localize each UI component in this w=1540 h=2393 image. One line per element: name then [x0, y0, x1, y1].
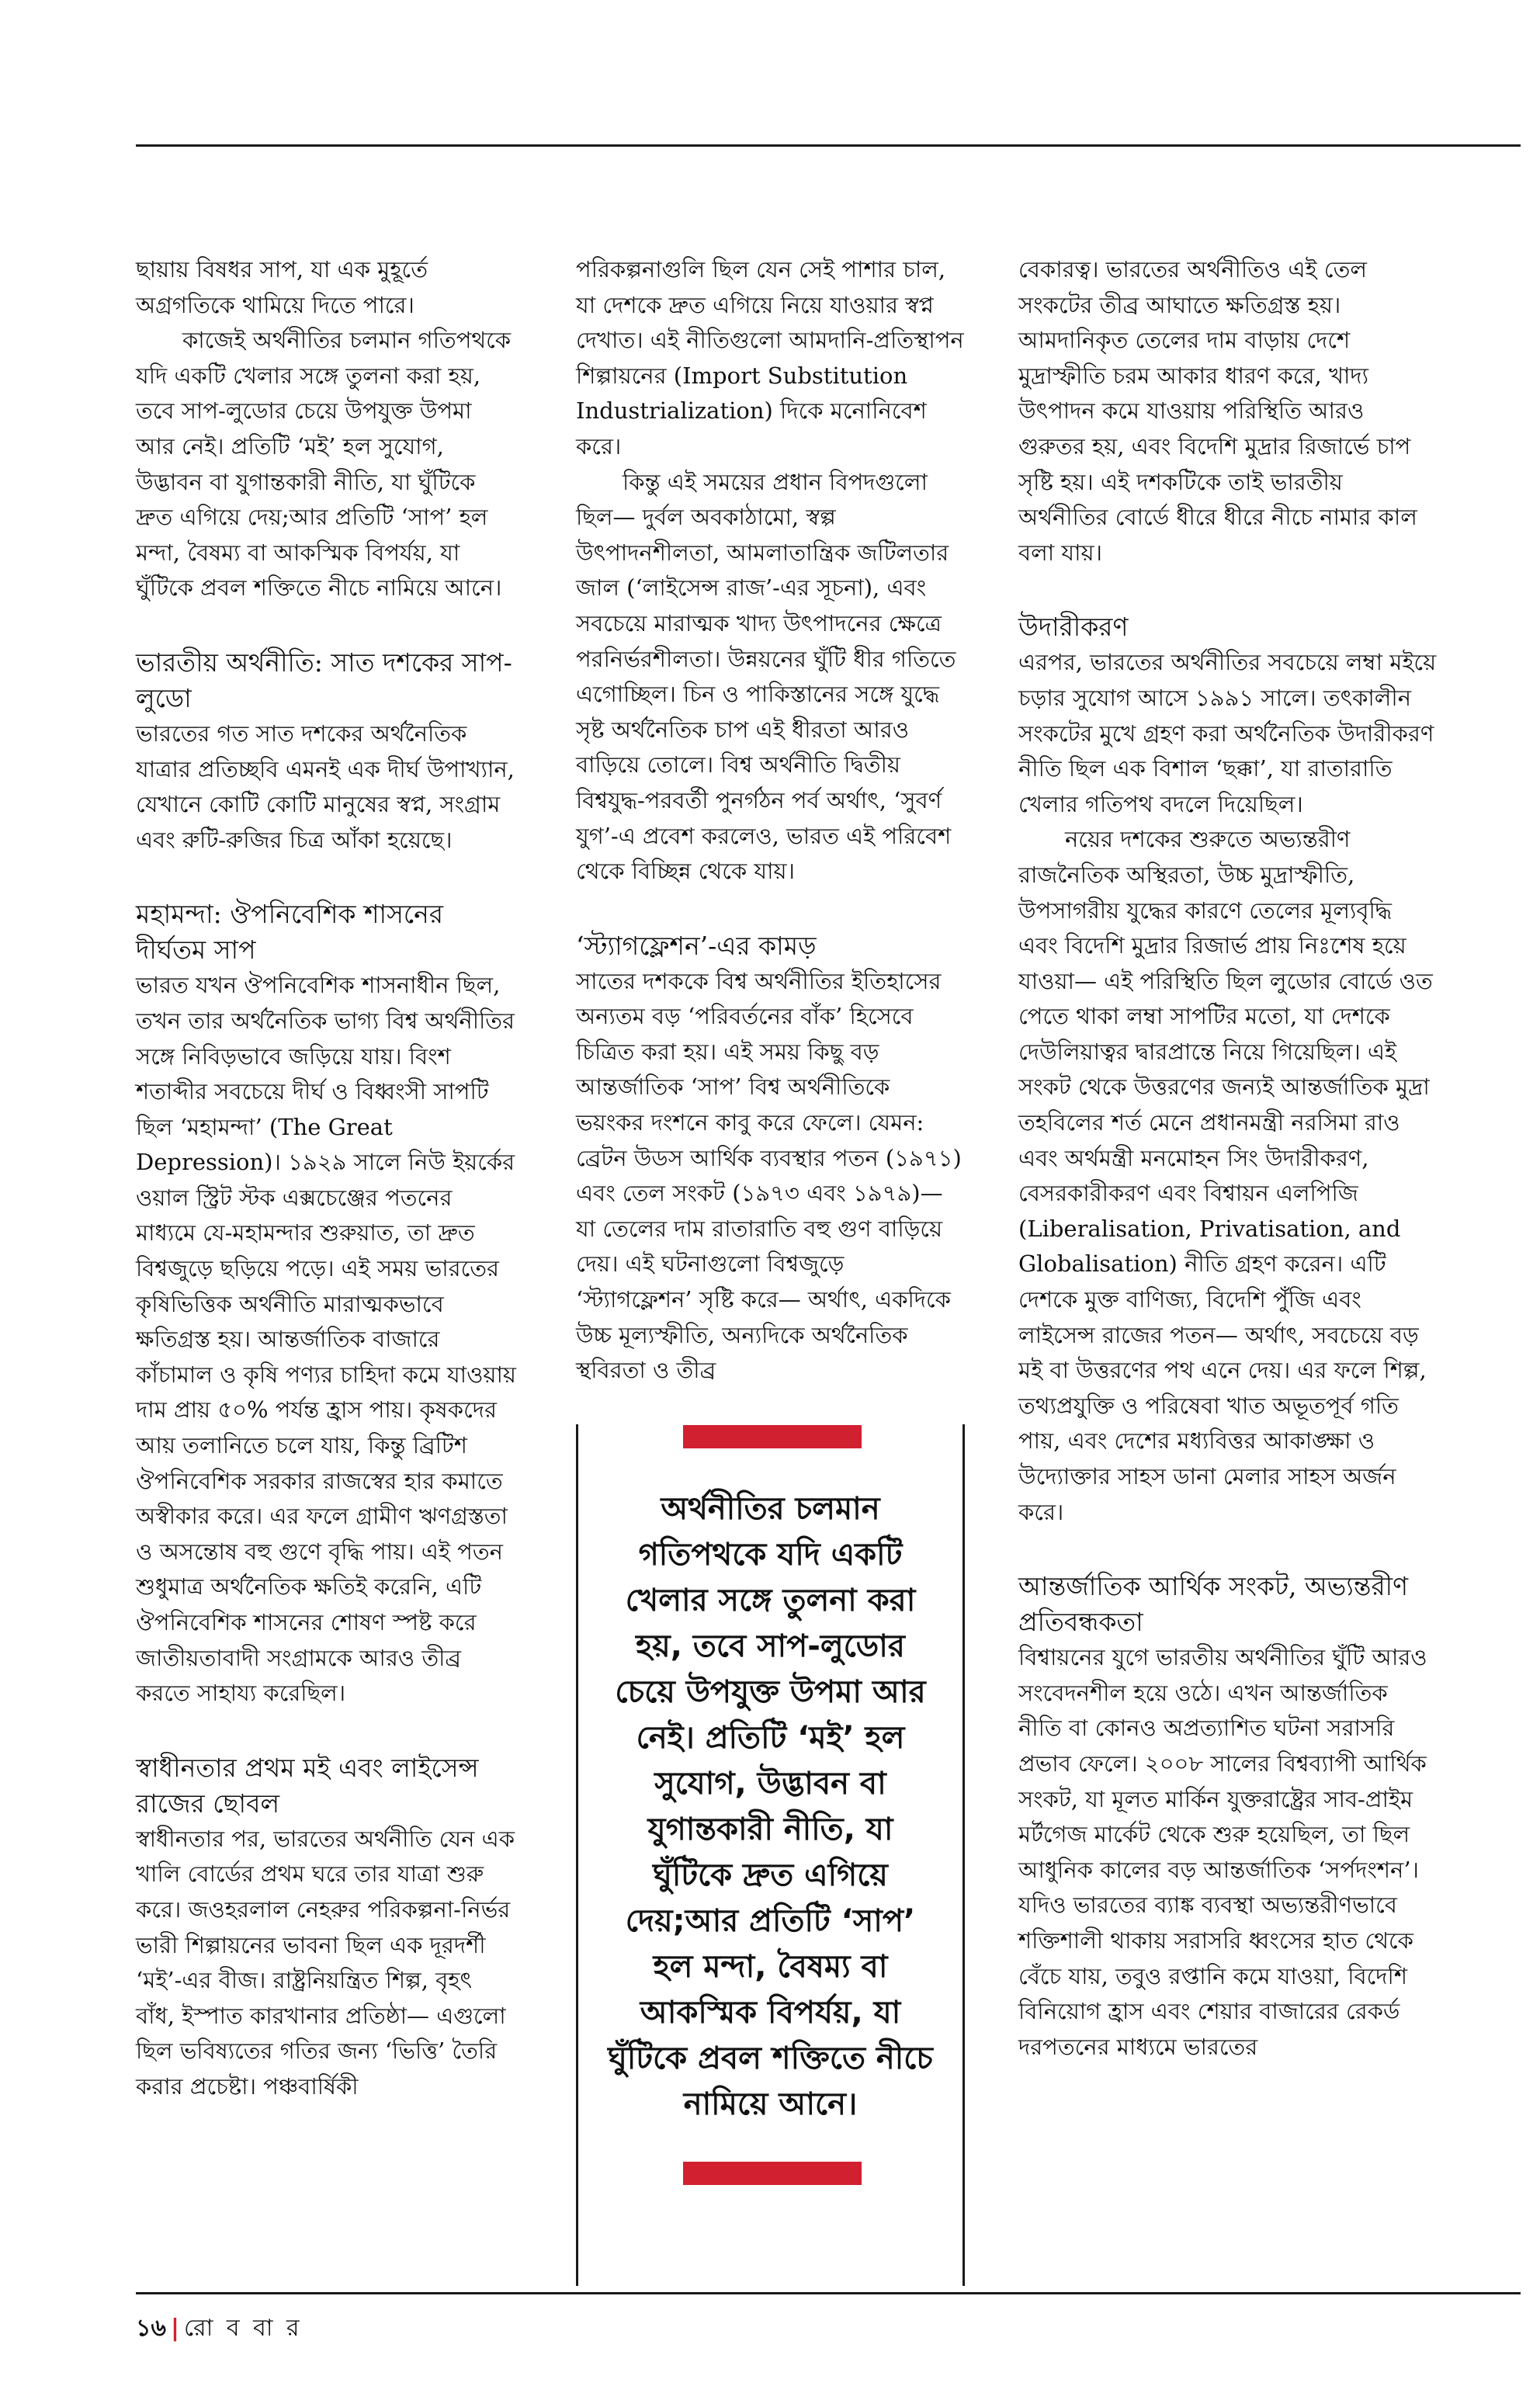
body-paragraph: কাজেই অর্থনীতির চলমান গতিপথকে যদি একটি খেলার সঙ্গে তুলনা করা হয়, তবে সাপ-লুডোর চেয়ে উপযুক্ত উপমা আর নেই। প্রতিটি ‘মই’ হল সুযোগ, উদ্ভাবন বা যুগান্তকারী নীতি, যা ঘুঁটিকে দ্রুত এগিয়ে দেয়;আর প্রতিটি ‘সাপ’ হল মন্দা, বৈষম্য বা আকস্মিক বিপর্যয়, যা ঘুঁটিকে প্রবল শক্তিতে নীচে নামিয়ে আনে। — [136, 327, 512, 602]
page-footer — [136, 2309, 303, 2349]
section-heading: ভারতীয় অর্থনীতি: সাত দশকের সাপ-লুডো — [136, 647, 512, 713]
page-number: ১৬ — [136, 2315, 166, 2342]
body-paragraph: বেকারত্ব। ভারতের অর্থনীতিও এই তেল সংকটের তীব্র আঘাতে ক্ষতিগ্রস্ত হয়। আমদানিকৃত তেলের দাম বাড়ায় দেশে মুদ্রাস্ফীতি চরম আকার ধারণ করে, খাদ্য উৎপাদন কমে যাওয়ায় পরিস্থিতি আরও গুরুতর হয়, এবং বিদেশি মুদ্রার রিজার্ভে চাপ সৃষ্টি হয়। এই দশকটিকে তাই ভারতীয় অর্থনীতির বোর্ডে ধীরে ধীরে নীচে নামার কাল বলা যায়। — [1018, 256, 1417, 566]
body-paragraph: ভারতের গত সাত দশকের অর্থনৈতিক যাত্রার প্রতিচ্ছবি এমনই এক দীর্ঘ উপাখ্যান, যেখানে কোটি কোটি মানুষের স্বপ্ন, সংগ্রাম এবং রুটি-রুজির চিত্র আঁকা হয়েছে। — [136, 720, 515, 853]
section-heading: মহামন্দা: ঔপনিবেশিক শাসনের দীর্ঘতম সাপ — [136, 899, 443, 966]
body-paragraph: কিন্তু এই সময়ের প্রধান বিপদগুলো ছিল— দুর্বল অবকাঠামো, স্বল্প উৎপাদনশীলতা, আমলাতান্ত্রিক জটিলতার জাল (‘লাইসেন্স রাজ’-এর সূচনা), এবং সবচেয়ে মারাত্মক খাদ্য উৎপাদনের ক্ষেত্রে পরনির্ভরশীলতা। উন্নয়নের ঘুঁটি ধীর গতিতে এগোচ্ছিল। চিন ও পাকিস্তানের সঙ্গে যুদ্ধে সৃষ্ট অর্থনৈতিক চাপ এই ধীরতা আরও বাড়িয়ে তোলে। বিশ্ব অর্থনীতি দ্বিতীয় বিশ্বযুদ্ধ-পরবর্তী পুনর্গঠন পর্ব অর্থাৎ, ‘সুবর্ণ যুগ’-এ প্রবেশ করলেও, ভারত এই পরিবেশ থেকে বিচ্ছিন্ন থেকে যায়। — [576, 468, 956, 885]
pull-quote-text: অর্থনীতির চলমান গতিপথকে যদি একটি খেলার সঙ্গে তুলনা করা হয়, তবে সাপ-লুডোর চেয়ে উপযুক্ত উপমা আর নেই। প্রতিটি ‘মই’ হল সুযোগ, উদ্ভাবন বা যুগান্তকারী নীতি, যা ঘুঁটিকে দ্রুত এগিয়ে দেয়;আর প্রতিটি ‘সাপ’ হল মন্দা, বৈষম্য বা আকস্মিক বিপর্যয়, যা ঘুঁটিকে প্রবল শক্তিতে নীচে নামিয়ে আনে। — [608, 1491, 933, 2122]
body-paragraph: ভারত যখন ঔপনিবেশিক শাসনাধীন ছিল, তখন তার অর্থনৈতিক ভাগ্য বিশ্ব অর্থনীতির সঙ্গে নিবিড়ভাবে জড়িয়ে যায়। বিংশ শতাব্দীর সবচেয়ে দীর্ঘ ও বিধ্বংসী সাপটি ছিল ‘মহামন্দা’ (The Great Depression)। ১৯২৯ সালে নিউ ইয়র্কের ওয়াল স্ট্রিট স্টক এক্সচেঞ্জের পতনের মাধ্যমে যে-মহামন্দার শুরুয়াত, তা দ্রুত বিশ্বজুড়ে ছড়িয়ে পড়ে। এই সময় ভারতের কৃষিভিত্তিক অর্থনীতি মারাত্মকভাবে ক্ষতিগ্রস্ত হয়। আন্তর্জাতিক বাজারে কাঁচামাল ও কৃষি পণ্যর চাহিদা কমে যাওয়ায় দাম প্রায় ৫০% পর্যন্ত হ্রাস পায়। কৃষকদের আয় তলানিতে চলে যায়, কিন্তু ব্রিটিশ ঔপনিবেশিক সরকার রাজস্বের হার কমাতে অস্বীকার করে। এর ফলে গ্রামীণ ঋণগ্রস্ততা ও অসন্তোষ বহু গুণে বৃদ্ধি পায়। এই পতন শুধুমাত্র অর্থনৈতিক ক্ষতিই করেনি, এটি ঔপনিবেশিক শাসনের শোষণ স্পষ্ট করে জাতীয়তাবাদী সংগ্রামকে আরও তীব্র করতে সাহায্য করেছিল। — [136, 972, 517, 1707]
body-paragraph: স্বাধীনতার পর, ভারতের অর্থনীতি যেন এক খালি বোর্ডের প্রথম ঘরে তার যাত্রা শুরু করে। জওহরলাল নেহরুর পরিকল্পনা-নির্ভর ভারী শিল্পায়নের ভাবনা ছিল এক দূরদর্শী ‘মই’-এর বীজ। রাষ্ট্রনিয়ন্ত্রিত শিল্প, বৃহৎ বাঁধ, ইস্পাত কারখানার প্রতিষ্ঠা— এগুলো ছিল ভবিষ্যতের গতির জন্য ‘ভিত্তি’ তৈরি করার প্রচেষ্টা। পঞ্চবার্ষিকী — [136, 1825, 515, 2100]
footer-separator: | — [170, 2315, 179, 2342]
body-paragraph: বিশ্বায়নের যুগে ভারতীয় অর্থনীতির ঘুঁটি আরও সংবেদনশীল হয়ে ওঠে। এখন আন্তর্জাতিক নীতি বা কোনও অপ্রত্যাশিত ঘটনা সরাসরি প্রভাব ফেলে। ২০০৮ সালের বিশ্বব্যাপী আর্থিক সংকট, যা মূলত মার্কিন যুক্তরাষ্ট্রের সাব-প্রাইম মর্টগেজ মার্কেট থেকে শুরু হয়েছিল, তা ছিল আধুনিক কালের বড় আন্তর্জাতিক ‘সর্পদংশন’। যদিও ভারতের ব্যাঙ্ক ব্যবস্থা অভ্যন্তরীণভাবে শক্তিশালী থাকায় সরাসরি ধ্বংসের হাত থেকে বেঁচে যায়, তবুও রপ্তানি কমে যাওয়া, বিদেশি বিনিয়োগ হ্রাস এবং শেয়ার বাজারের রেকর্ড দরপতনের মাধ্যমে ভারতের — [1018, 1644, 1427, 2060]
pull-quote-top-bar — [683, 1425, 862, 1448]
pull-quote-box — [576, 1424, 965, 2286]
body-paragraph: পরিকল্পনাগুলি ছিল যেন সেই পাশার চাল, যা দেশকে দ্রুত এগিয়ে নিয়ে যাওয়ার স্বপ্ন দেখাত। এই নীতিগুলো আমদানি-প্রতিস্থাপন শিল্পায়নের (Import Substitution Industrialization) দিকে মনোনিবেশ করে। — [576, 256, 964, 460]
body-paragraph: এরপর, ভারতের অর্থনীতির সবচেয়ে লম্বা মইয়ে চড়ার সুযোগ আসে ১৯৯১ সালে। তৎকালীন সংকটের মুখে গ্রহণ করা অর্থনৈতিক উদারীকরণ নীতি ছিল এক বিশাল ‘ছক্কা’, যা রাতারাতি খেলার গতিপথ বদলে দিয়েছিল। — [1018, 649, 1437, 817]
section-heading: উদারীকরণ — [1018, 612, 1129, 643]
pull-quote-bottom-bar — [683, 2162, 862, 2185]
body-paragraph: সাতের দশককে বিশ্ব অর্থনীতির ইতিহাসের অন্যতম বড় ‘পরিবর্তনের বাঁক’ হিসেবে চিত্রিত করা হয়। এই সময় কিছু বড় আন্তর্জাতিক ‘সাপ’ বিশ্ব অর্থনীতিকে ভয়ংকর দংশনে কাবু করে ফেলে। যেমন: ব্রেটন উডস আর্থিক ব্যবস্থার পতন (১৯৭১) এবং তেল সংকট (১৯৭৩ এবং ১৯৭৯)— যা তেলের দাম রাতারাতি বহু গুণ বাড়িয়ে দেয়। এই ঘটনাগুলো বিশ্বজুড়ে ‘স্ট্যাগফ্লেশন’ সৃষ্টি করে— অর্থাৎ, একদিকে উচ্চ মূল্যস্ফীতি, অন্যদিকে অর্থনৈতিক স্থবিরতা ও তীব্র — [576, 967, 962, 1384]
section-heading: আন্তর্জাতিক আর্থিক সংকট, অভ্যন্তরীণ প্রতিবন্ধকতা — [1018, 1571, 1409, 1638]
top-rule — [136, 144, 1521, 147]
article-column-2 — [576, 252, 964, 1389]
article-column-3 — [1018, 252, 1438, 2065]
section-heading: ‘স্ট্যাগফ্লেশন’-এর কামড় — [576, 930, 817, 961]
bottom-rule — [136, 2292, 1521, 2294]
section-heading: স্বাধীনতার প্রথম মই এবং লাইসেন্স রাজের ছোবল — [136, 1752, 479, 1819]
article-column-1 — [136, 252, 516, 2105]
body-paragraph: ছায়ায় বিষধর সাপ, যা এক মুহূর্তে অগ্রগতিকে থামিয়ে দিতে পারে। — [136, 256, 428, 318]
magazine-name: রো ব বা র — [183, 2315, 303, 2342]
body-paragraph: নয়ের দশকের শুরুতে অভ্যন্তরীণ রাজনৈতিক অস্থিরতা, উচ্চ মুদ্রাস্ফীতি, উপসাগরীয় যুদ্ধের কারণে তেলের মূল্যবৃদ্ধি এবং বিদেশি মুদ্রার রিজার্ভ প্রায় নিঃশেষ হয়ে যাওয়া— এই পরিস্থিতি ছিল লুডোর বোর্ডে ওত পেতে থাকা লম্বা সাপটির মতো, যা দেশকে দেউলিয়াত্বর দ্বারপ্রান্তে নিয়ে গিয়েছিল। এই সংকট থেকে উত্তরণের জন্যই আন্তর্জাতিক মুদ্রা তহবিলের শর্ত মেনে প্রধানমন্ত্রী নরসিমা রাও এবং অর্থমন্ত্রী মনমোহন সিং উদারীকরণ, বেসরকারীকরণ এবং বিশ্বায়ন এলপিজি (Liberalisation, Privatisation, and Globalisation) নীতি গ্রহণ করেন। এটি দেশকে মুক্ত বাণিজ্য, বিদেশি পুঁজি এবং লাইসেন্স রাজের পতন— অর্থাৎ, সবচেয়ে বড় মই বা উত্তরণের পথ এনে দেয়। এর ফলে শিল্প, তথ্যপ্রযুক্তি ও পরিষেবা খাত অভূতপূর্ব গতি পায়, এবং দেশের মধ্যবিত্তর আকাঙ্ক্ষা ও উদ্যোক্তার সাহস ডানা মেলার সাহস অর্জন করে। — [1018, 826, 1433, 1525]
